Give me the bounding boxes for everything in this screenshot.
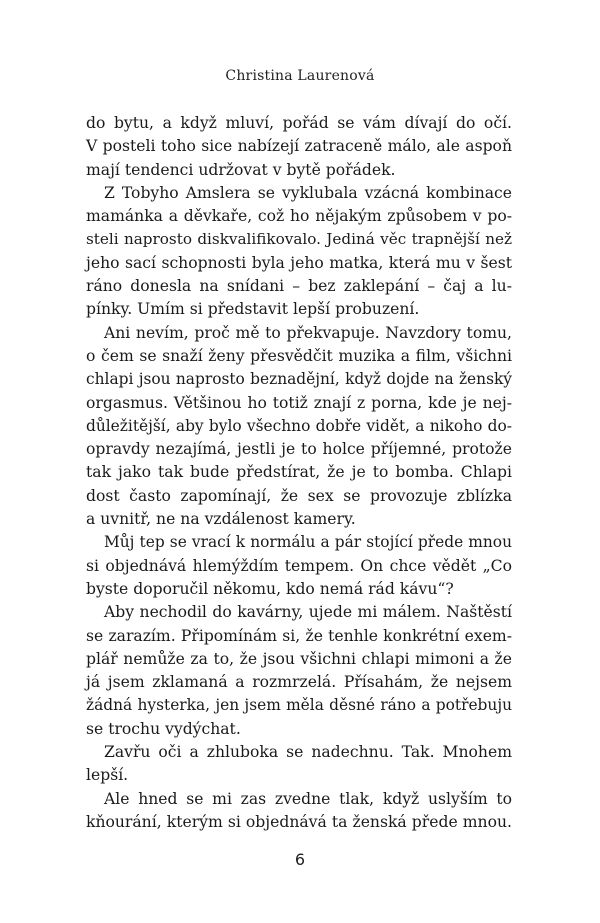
text-line: steli naprosto diskvalifikovalo. Jediná věc trapnější než [86,230,512,249]
text-line: mamánka a děvkaře, což ho nějakým způsobem v po- [86,207,512,226]
text-line: důležitější, aby bylo všechno dobře vidět, a nikoho do- [86,416,512,435]
text-line: Zavřu oči a zhluboka se nadechnu. Tak. Mnohem [104,743,512,762]
paragraph-6 [86,741,512,788]
text-line: orgasmus. Většinou ho totiž znají z porna, kde je nej- [86,393,512,412]
text-line: já jsem zklamaná a rozmrzelá. Přísahám, že nejsem [86,673,512,692]
text-line: si objednává hlemýždím tempem. On chce vědět „Co [86,556,512,575]
text-line: lepší. [86,766,129,785]
text-line: V posteli toho sice nabízejí zatraceně málo, ale aspoň [86,137,512,156]
paragraph-2 [86,182,512,322]
body-text [86,112,512,834]
text-line: chlapi jsou naprosto beznadějní, když dojde na ženský [86,370,512,389]
text-line: se zarazím. Připomínám si, že tenhle konkrétní exem- [86,626,512,645]
text-line: Z Tobyho Amslera se vyklubala vzácná kombinace [104,183,512,202]
text-line: opravdy nezajímá, jestli je to holce příjemné, protože [86,440,512,459]
text-line: jeho sací schopnosti byla jeho matka, která mu v šest [86,253,512,272]
text-line: se trochu vydýchat. [86,719,241,738]
text-line: žádná hysterka, jen jsem měla děsné ráno a potřebuju [86,696,512,715]
paragraph-7 [86,788,512,835]
paragraph-4 [86,531,512,601]
page-number: 6 [294,850,306,869]
text-line: Ani nevím, proč mě to překvapuje. Navzdory tomu, [104,323,512,342]
text-line: Můj tep se vrací k normálu a pár stojící přede mnou [104,533,512,552]
text-line: plář nemůže za to, že jsou všichni chlapi mimoni a že [86,649,512,668]
text-line: mají tendenci udržovat v bytě pořádek. [86,160,396,179]
text-line: o čem se snaží ženy přesvědčit muzika a film, všichni [86,346,512,365]
running-head: Christina Laurenová [225,68,375,84]
text-line: Ale hned se mi zas zvedne tlak, když uslyším to [104,789,512,808]
text-line: pínky. Umím si představit lepší probuzení. [86,300,420,319]
text-line: Aby nechodil do kavárny, ujede mi málem. Naštěstí [104,603,512,622]
paragraph-3 [86,322,512,532]
text-line: ráno donesla na snídani – bez zaklepání – čaj a lu- [86,277,512,296]
text-line: byste doporučil někomu, kdo nemá rád kávu“? [86,579,454,598]
paragraph-5 [86,601,512,741]
text-line: do bytu, a když mluví, pořád se vám dívají do očí. [86,114,512,132]
text-line: tak jako tak bude předstírat, že je to bomba. Chlapi [86,463,512,482]
paragraph-1 [86,112,512,182]
text-line: a uvnitř, ne na vzdálenost kamery. [86,510,356,529]
text-line: kňourání, kterým si objednává ta ženská přede mnou. [86,812,512,831]
text-line: dost často zapomínají, že sex se provozuje zblízka [86,486,512,505]
